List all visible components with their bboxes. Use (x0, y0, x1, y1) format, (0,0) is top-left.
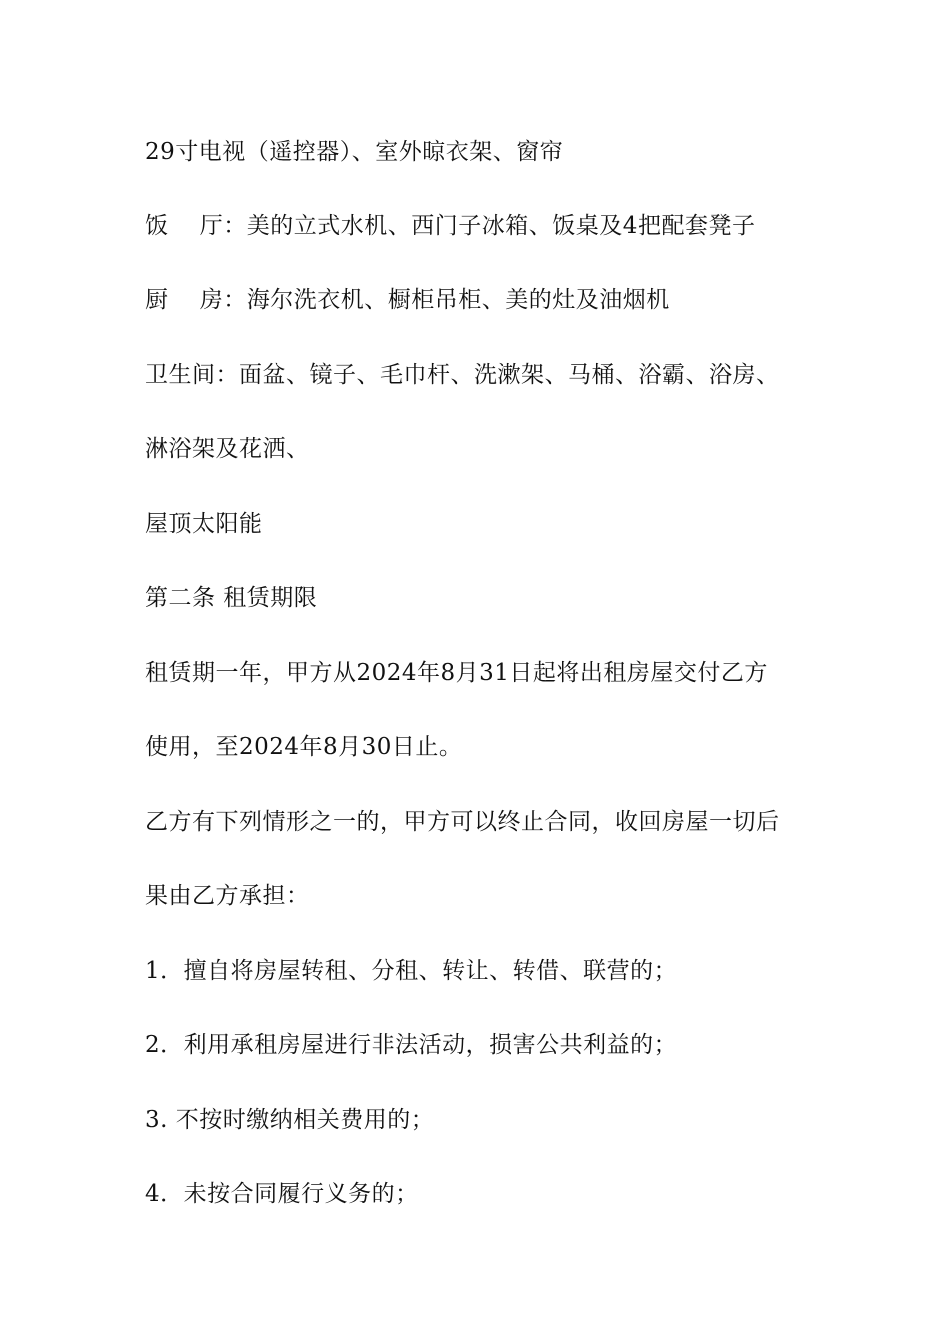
text-line: 卫生间：面盆、镜子、毛巾杆、洗漱架、马桶、浴霸、浴房、 (145, 362, 780, 388)
text-line: 淋浴架及花洒、 (145, 436, 310, 462)
section-heading: 第二条 租赁期限 (145, 585, 318, 611)
text-line: 租赁期一年，甲方从2024年8月31日起将出租房屋交付乙方 (145, 660, 768, 686)
list-item: 4．未按合同履行义务的； (145, 1181, 419, 1207)
text-line: 饭 厅：美的立式水机、西门子冰箱、饭桌及4把配套凳子 (145, 213, 756, 239)
text-line: 使用，至2024年8月30日止。 (145, 734, 463, 760)
list-item: 3. 不按时缴纳相关费用的； (145, 1107, 435, 1133)
text-line: 29寸电视（遥控器）、室外晾衣架、窗帘 (145, 139, 564, 165)
text-line: 屋顶太阳能 (145, 511, 263, 537)
text-line: 厨 房：海尔洗衣机、橱柜吊柜、美的灶及油烟机 (145, 287, 670, 313)
list-item: 1．擅自将房屋转租、分租、转让、转借、联营的； (145, 958, 678, 984)
text-line: 乙方有下列情形之一的，甲方可以终止合同，收回房屋一切后 (145, 809, 780, 835)
text-line: 果由乙方承担： (145, 883, 310, 909)
list-item: 2．利用承租房屋进行非法活动，损害公共利益的； (145, 1032, 678, 1058)
